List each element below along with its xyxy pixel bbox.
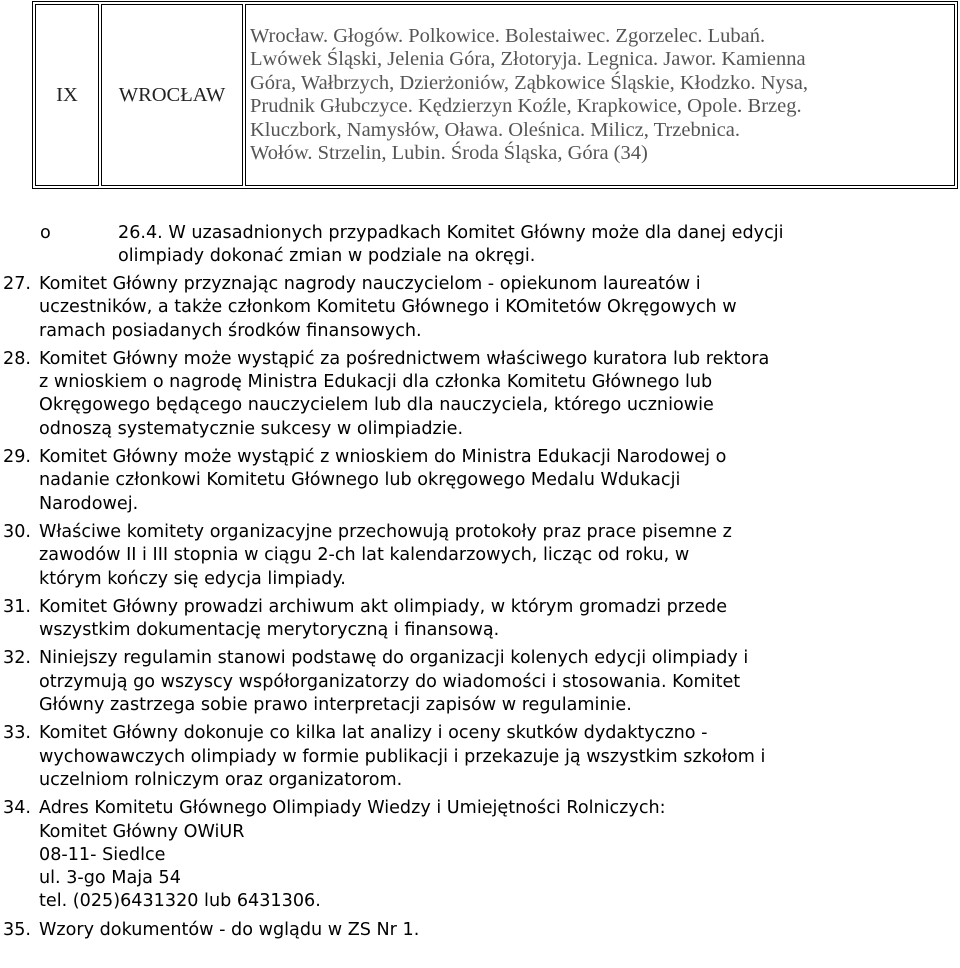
item-line: wychowawczych olimpiady w formie publikacji i przekazuje ją wszystkim szkołom i: [39, 746, 766, 767]
item-line: z wnioskiem o nagrodę Ministra Edukacji dla członka Komitetu Głównego lub: [39, 372, 713, 393]
list-item: [3, 521, 943, 591]
sub-item-line: W uzasadnionych przypadkach Komitet Główny może dla danej edycji: [168, 223, 784, 243]
sub-item-line: olimpiady dokonać zmian w podziale na okręgi.: [118, 246, 536, 267]
item-line: Komitet Główny przyznając nagrody nauczycielom - opiekunom laureatów i: [39, 274, 701, 294]
item-line: odnoszą systematycznie sukcesy w olimpiadzie.: [39, 418, 464, 439]
item-line: Komitet Główny może wystąpić za pośrednictwem właściwego kuratora lub rektora: [39, 348, 770, 369]
item-number: 32.: [3, 648, 31, 669]
item-line: ul. 3-go Maja 54: [39, 868, 181, 889]
item-line: którym kończy się edycja limpiady.: [39, 568, 346, 589]
cities-line: Wrocław. Głogów. Polkowice. Bolestaiwec. Zgorzelec. Lubań.: [250, 24, 766, 47]
sub-item-number: 26.4.: [118, 223, 163, 243]
regions-table: [32, 1, 958, 189]
cities-line: Kluczbork, Namysłów, Oława. Oleśnica. Milicz, Trzebnica.: [250, 118, 740, 141]
item-number: 31.: [3, 596, 31, 617]
sub-item-text: [118, 222, 940, 269]
item-line: Niniejszy regulamin stanowi podstawę do organizacji kolenych edycji olimpiady i: [39, 648, 749, 669]
list-item: [3, 647, 943, 717]
item-line: uczelniom rolniczym oraz organizatorom.: [39, 769, 403, 790]
item-line: Wzory dokumentów - do wglądu w ZS Nr 1.: [39, 919, 420, 940]
item-number: 30.: [3, 521, 31, 542]
item-number: 27.: [3, 274, 31, 294]
item-line: zawodów II i III stopnia w ciągu 2-ch lat kalendarzowych, licząc od roku, w: [39, 545, 690, 566]
list-item: [3, 919, 943, 942]
item-line: nadanie członkowi Komitetu Głównego lub okręgowego Medalu Wdukacji: [39, 470, 681, 491]
item-number: 34.: [3, 798, 31, 819]
list-item: [3, 446, 943, 516]
region-number: IX: [35, 4, 99, 186]
item-line: otrzymują go wszyscy współorganizatorzy do wiadomości i stosowania. Komitet: [39, 671, 741, 692]
list-item: [3, 722, 943, 792]
list-item: [3, 348, 943, 441]
item-line: ramach posiadanych środków finansowych.: [39, 320, 422, 341]
cities-line: Wołów. Strzelin, Lubin. Środa Śląska, Góra (34): [250, 142, 648, 164]
list-item: [3, 273, 943, 343]
cities-line: Prudnik Głubczyce. Kędzierzyn Koźle, Krapkowice, Opole. Brzeg.: [250, 95, 802, 117]
item-line: Główny zastrzega sobie prawo interpretacji zapisów w regulaminie.: [39, 695, 632, 716]
region-name: WROCŁAW: [101, 4, 243, 186]
item-line: Właściwe komitety organizacyjne przechowują protokoły praz prace pisemne z: [39, 521, 732, 542]
item-line: wszystkim dokumentację merytoryczną i finansową.: [39, 620, 500, 641]
item-number: 28.: [3, 348, 31, 369]
item-line: Komitet Główny prowadzi archiwum akt olimpiady, w którym gromadzi przede: [39, 596, 728, 617]
item-line: uczestników, a także członkom Komitetu Głównego i KOmitetów Okręgowych w: [39, 297, 737, 318]
item-line: Okręgowego będącego nauczycielem lub dla nauczyciela, którego uczniowie: [39, 395, 714, 416]
list-item: [3, 596, 943, 643]
sub-item-26-4: [40, 222, 940, 269]
cities-line: Góra, Wałbrzych, Dzierżoniów, Ząbkowice Śląskie, Kłodzko. Nysa,: [250, 71, 808, 94]
item-line: Komitet Główny dokonuje co kilka lat analizy i oceny skutków dydaktyczno -: [39, 723, 708, 744]
item-line: Komitet Główny może wystąpić z wnioskiem do Ministra Edukacji Narodowej o: [39, 447, 727, 468]
region-cities: [245, 4, 955, 186]
bullet-marker: o: [40, 223, 51, 243]
item-line: Adres Komitetu Głównego Olimpiady Wiedzy i Umiejętności Rolniczych:: [39, 798, 666, 819]
item-number: 33.: [3, 723, 31, 744]
item-number: 29.: [3, 447, 31, 468]
item-line: tel. (025)6431320 lub 6431306.: [39, 891, 321, 912]
item-line: Narodowej.: [39, 493, 139, 514]
table-row: [35, 4, 955, 186]
list-item: [3, 797, 943, 913]
item-line: Komitet Główny OWiUR: [39, 821, 245, 842]
regulation-items: [3, 273, 943, 947]
cities-line: Lwówek Śląski, Jelenia Góra, Złotoryja. Legnica. Jawor. Kamienna: [250, 48, 806, 70]
item-number: 35.: [3, 919, 31, 940]
item-line: 08-11- Siedlce: [39, 844, 166, 865]
